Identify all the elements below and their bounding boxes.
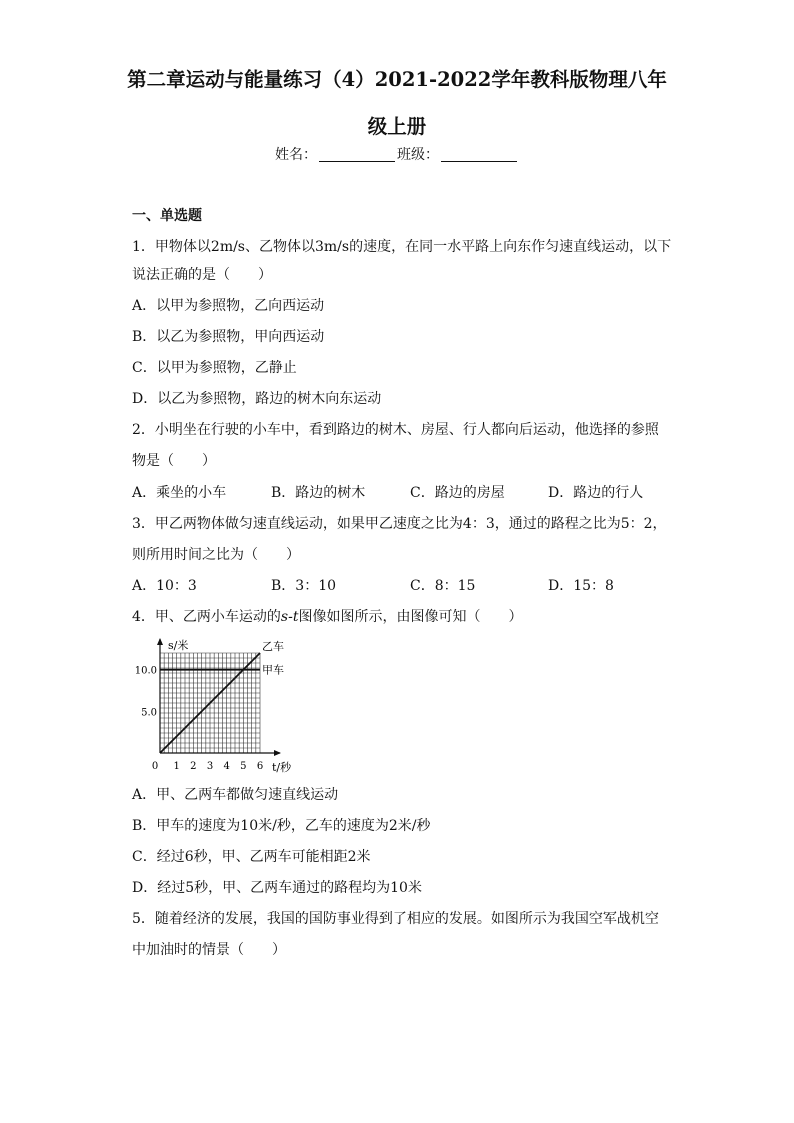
q3-option-d: D．15：8 (548, 578, 614, 594)
q2-option-a: A．乘坐的小车 (132, 485, 227, 501)
section-heading: 一、单选题 (132, 208, 202, 224)
st-graph (128, 632, 298, 777)
y-tick-label: 5.0 (141, 707, 157, 719)
q4-option-a: A．甲、乙两车都做匀速直线运动 (132, 787, 339, 803)
x-tick-label: 6 (256, 761, 264, 772)
q2-stem-line1: 2．小明坐在行驶的小车中，看到路边的树木、房屋、行人都向后运动，他选择的参照 (132, 422, 659, 438)
q3-stem-line1: 3．甲乙两物体做匀速直线运动，如果甲乙速度之比为4：3，通过的路程之比为5：2， (132, 516, 667, 532)
q5-stem-line1: 5．随着经济的发展，我国的国防事业得到了相应的发展。如图所示为我国空军战机空 (132, 911, 659, 927)
worksheet-title-line1: 第二章运动与能量练习（4）2021-2022学年教科版物理八年 (127, 68, 667, 91)
q4-stem-prefix: 4．甲、乙两小车运动的 (132, 609, 281, 625)
x-axis-arrow (274, 750, 281, 756)
q1-option-d: D．以乙为参照物，路边的树木向东运动 (132, 391, 382, 407)
q2-option-c: C．路边的房屋 (410, 485, 505, 501)
x-tick-label: 4 (223, 761, 230, 772)
class-label: 班级： (397, 147, 439, 163)
q2-option-d: D．路边的行人 (548, 485, 644, 501)
q3-option-b: B．3：10 (271, 578, 337, 594)
q3-option-a: A．10：3 (132, 578, 197, 594)
student-info-row (0, 145, 794, 165)
q5-stem-line2: 中加油时的情景（ ） (132, 942, 286, 958)
q4-option-d: D．经过5秒，甲、乙两车通过的路程均为10米 (132, 880, 422, 896)
series-label: 甲车 (262, 663, 284, 677)
x-tick-label: 5 (240, 761, 247, 772)
name-label: 姓名： (275, 147, 317, 163)
q4-option-c: C．经过6秒，甲、乙两车可能相距2米 (132, 849, 371, 865)
q1-option-c: C．以甲为参照物，乙静止 (132, 360, 297, 376)
q4-stem (132, 607, 522, 627)
q1-option-a: A．以甲为参照物，乙向西运动 (132, 298, 325, 314)
q2-stem-line2: 物是（ ） (132, 453, 216, 469)
series-label: 乙车 (262, 640, 284, 653)
q2-option-b: B．路边的树木 (271, 485, 366, 501)
q1-stem-line2: 说法正确的是（ ） (132, 267, 272, 283)
x-tick-label: 3 (206, 761, 214, 772)
origin-label: 0 (151, 761, 159, 772)
class-blank[interactable] (441, 147, 517, 162)
y-axis-arrow (157, 638, 163, 645)
q4-stem-suffix: 图像如图所示，由图像可知（ ） (298, 609, 523, 625)
x-tick-label: 2 (190, 761, 197, 772)
y-tick-label: 10.0 (134, 665, 157, 677)
q3-stem-line2: 则所用时间之比为（ ） (132, 547, 300, 563)
q1-stem-line1: 1．甲物体以2m/s、乙物体以3m/s的速度，在同一水平路上向东作匀速直线运动，以下 (132, 239, 672, 255)
y-axis-label: s/米 (168, 639, 189, 652)
q1-option-b: B．以乙为参照物，甲向西运动 (132, 329, 325, 345)
worksheet-title-line2: 级上册 (367, 115, 427, 138)
name-blank[interactable] (319, 147, 395, 162)
x-axis-label: t/秒 (272, 761, 292, 774)
x-tick-label: 1 (173, 761, 180, 772)
q3-option-c: C．8：15 (410, 578, 476, 594)
q4-option-b: B．甲车的速度为10米/秒，乙车的速度为2米/秒 (132, 818, 431, 834)
q4-stem-italic: s-t (280, 609, 299, 625)
